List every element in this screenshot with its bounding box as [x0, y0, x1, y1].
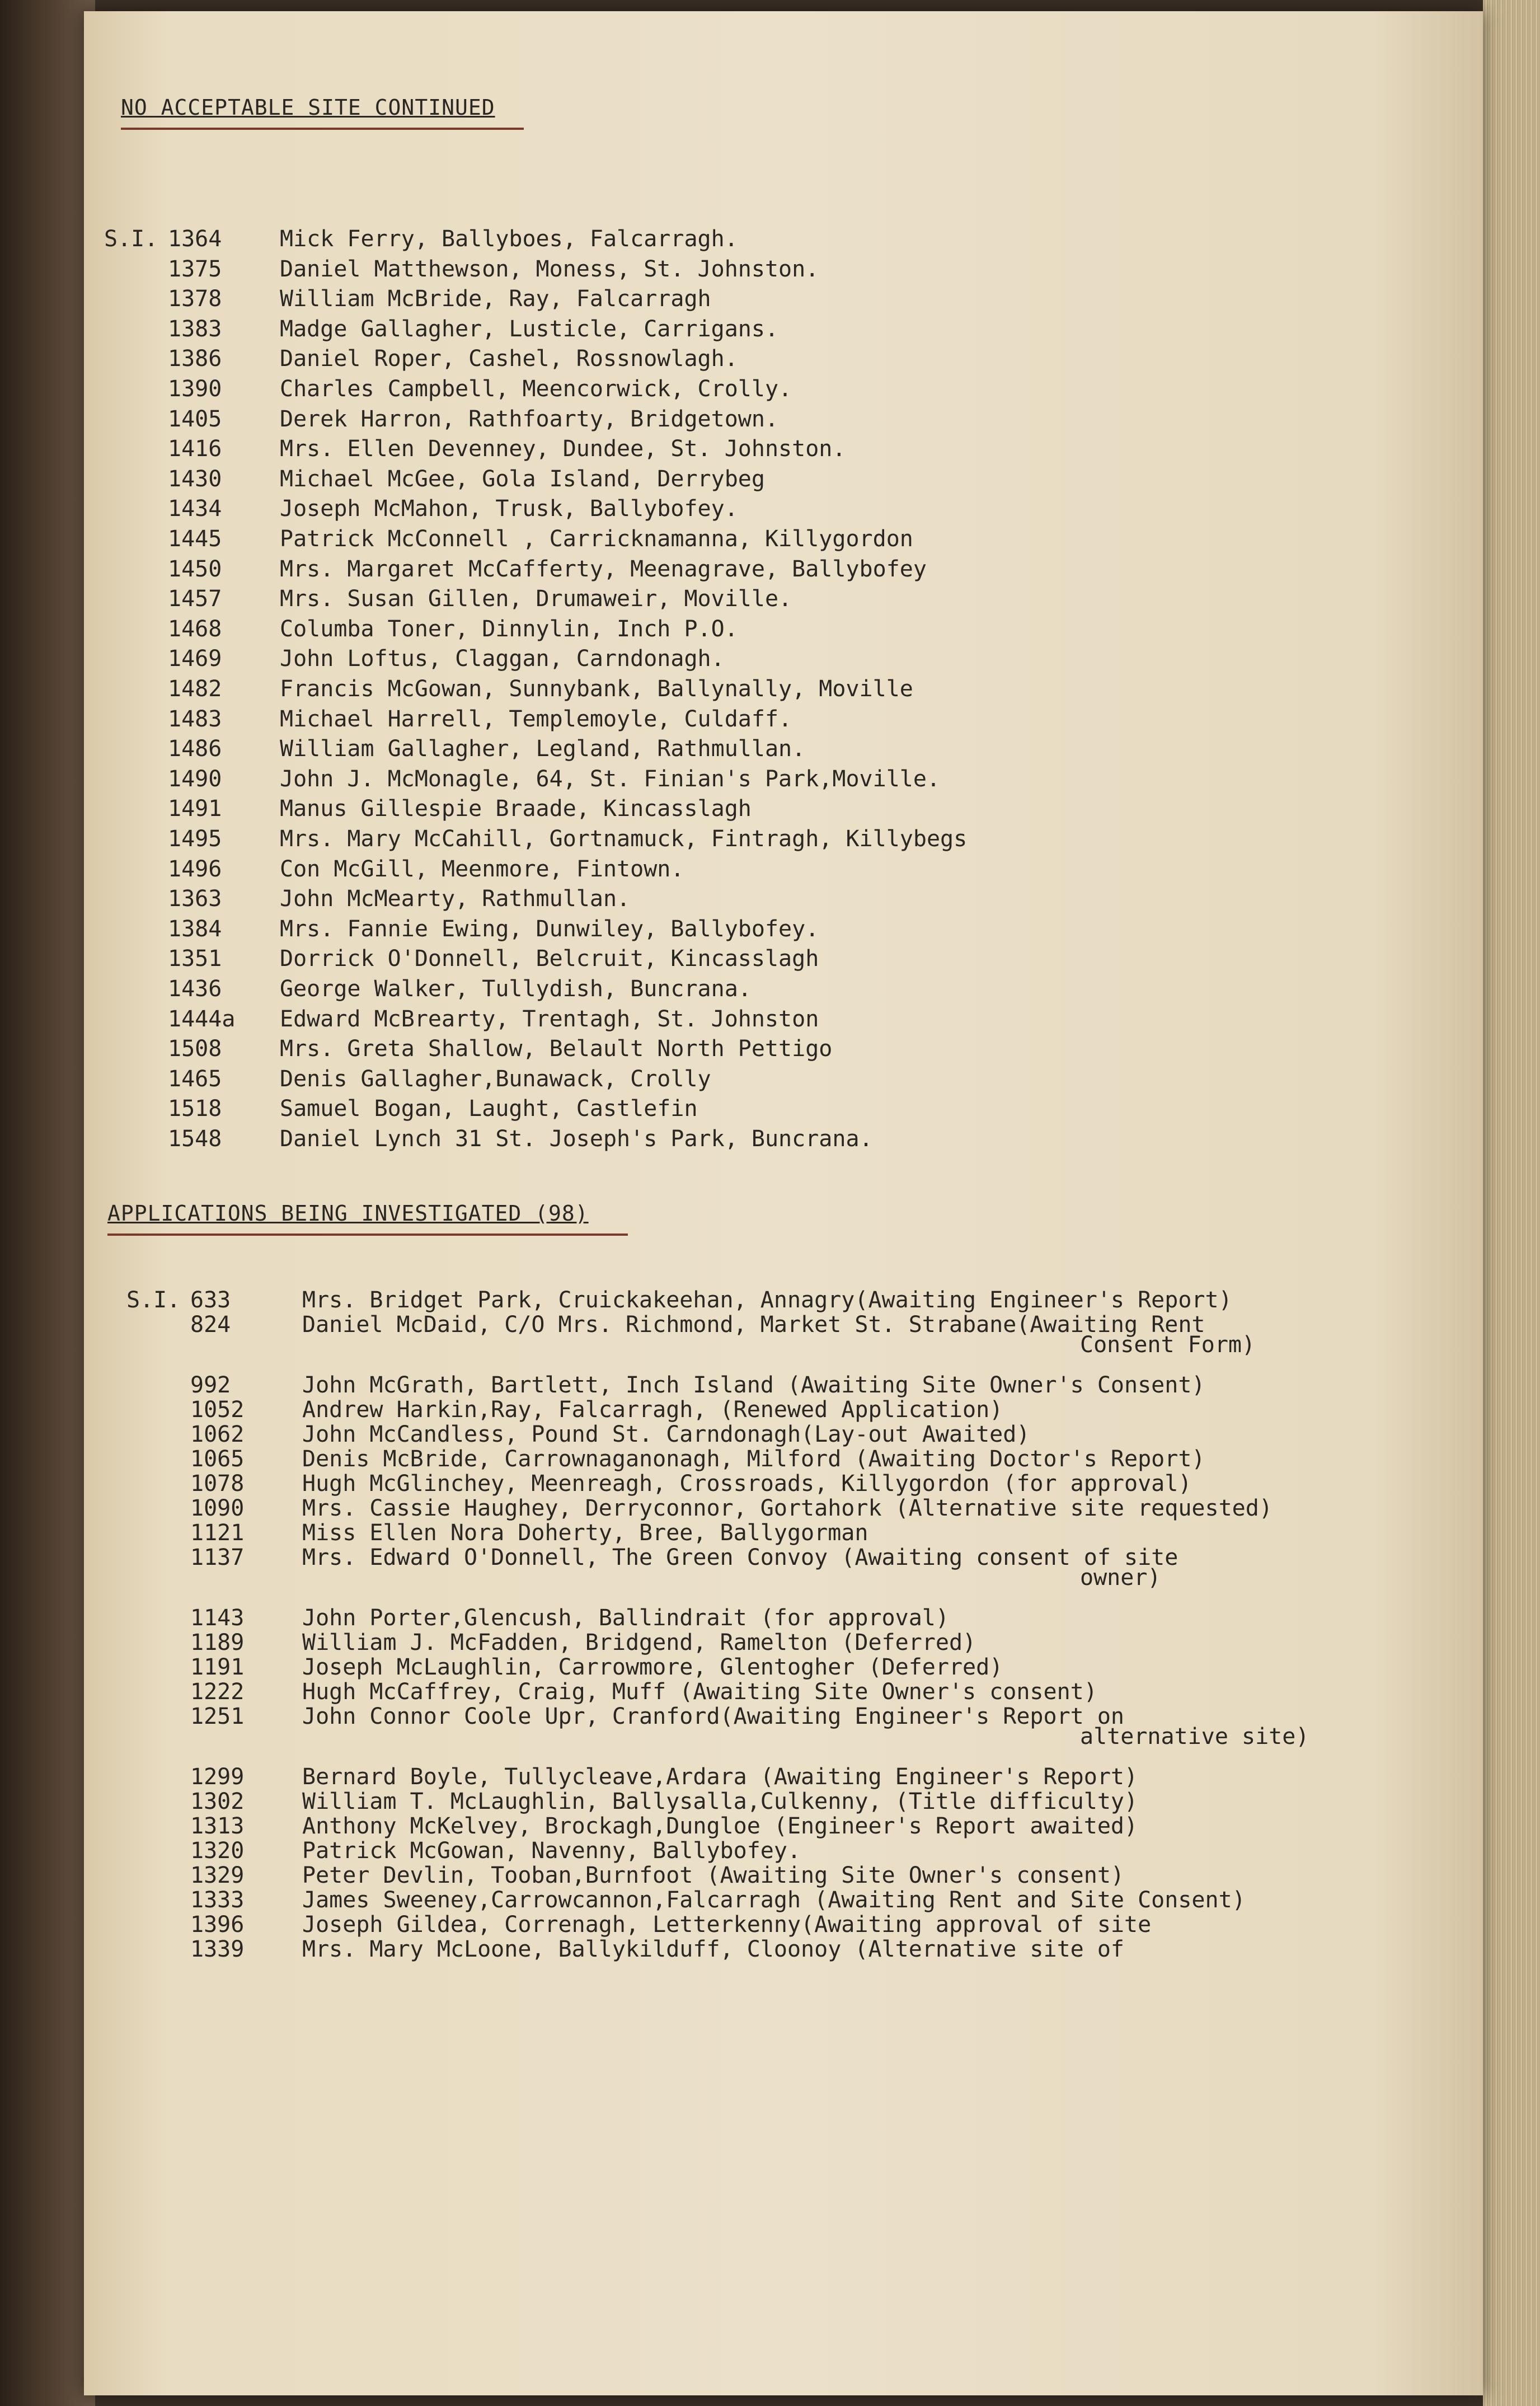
applicant-entry: Joseph Gildea, Correnagh, Letterkenny(Awaiting approval of site: [302, 1912, 1152, 1938]
application-number: 1390: [168, 376, 222, 402]
application-number: 1062: [190, 1422, 245, 1447]
applicant-entry: Daniel Roper, Cashel, Rossnowlagh.: [280, 346, 738, 372]
application-number: 1405: [168, 406, 222, 432]
applicant-entry: William T. McLaughlin, Ballysalla,Culkenny, (Title difficulty): [302, 1789, 1138, 1814]
list-row: [168, 766, 1399, 798]
application-number: 1363: [168, 886, 222, 912]
list-row: [168, 1096, 1399, 1127]
list-row: [168, 256, 1399, 288]
application-number: 1457: [168, 586, 222, 612]
list-row: [168, 706, 1399, 738]
applicant-entry: Daniel McDaid, C/O Mrs. Richmond, Market St. Strabane(Awaiting Rent: [302, 1312, 1205, 1338]
application-number: 1333: [190, 1887, 245, 1913]
applicant-entry: Hugh McGlinchey, Meenreagh, Crossroads, Killygordon (for approval): [302, 1471, 1192, 1497]
entry-continuation: alternative site): [1080, 1724, 1309, 1750]
list-row: [168, 1006, 1399, 1038]
list-row: [168, 826, 1399, 857]
applicant-entry: Mrs. Fannie Ewing, Dunwiley, Ballybofey.: [280, 916, 819, 942]
application-number: 1302: [190, 1789, 245, 1814]
applicant-entry: Michael McGee, Gola Island, Derrybeg: [280, 466, 765, 492]
applicant-entry: Mrs. Mary McCahill, Gortnamuck, Fintragh, Killybegs: [280, 826, 968, 852]
heading-underline: [121, 128, 524, 130]
applicant-entry: Charles Campbell, Meencorwick, Crolly.: [280, 376, 792, 402]
application-number: 1320: [190, 1838, 245, 1864]
section-heading-no-acceptable-site: NO ACCEPTABLE SITE CONTINUED: [121, 95, 495, 120]
application-number: 1518: [168, 1096, 222, 1122]
application-number: 1490: [168, 766, 222, 792]
list-row: [168, 976, 1399, 1007]
application-number: 633: [190, 1287, 231, 1313]
list-row: [168, 916, 1399, 948]
list-row: [168, 1036, 1399, 1067]
application-number: 1251: [190, 1704, 245, 1729]
applicant-entry: Edward McBrearty, Trentagh, St. Johnston: [280, 1006, 819, 1032]
applicant-entry: Hugh McCaffrey, Craig, Muff (Awaiting Site Owner's consent): [302, 1679, 1097, 1705]
si-prefix: S.I.: [104, 226, 158, 252]
application-number: 1495: [168, 826, 222, 852]
list-row: [168, 586, 1399, 617]
entry-continuation: owner): [1080, 1565, 1161, 1591]
list-row: [168, 436, 1399, 467]
application-number: 1384: [168, 916, 222, 942]
application-number: 1496: [168, 856, 222, 882]
application-number: 1508: [168, 1036, 222, 1062]
document-page: [84, 11, 1483, 2395]
applicant-entry: Derek Harron, Rathfoarty, Bridgetown.: [280, 406, 779, 432]
application-number: 1386: [168, 346, 222, 372]
applicant-entry: Bernard Boyle, Tullycleave,Ardara (Awaiting Engineer's Report): [302, 1764, 1138, 1790]
applicant-entry: Columba Toner, Dinnylin, Inch P.O.: [280, 616, 738, 642]
application-number: 1445: [168, 526, 222, 552]
applicant-entry: Francis McGowan, Sunnybank, Ballynally, Moville: [280, 676, 913, 702]
applicant-entry: John Loftus, Claggan, Carndonagh.: [280, 646, 725, 672]
application-number: 1351: [168, 946, 222, 972]
applicant-entry: Patrick McGowan, Navenny, Ballybofey.: [302, 1838, 801, 1864]
application-number: 1364: [168, 226, 222, 252]
applicant-entry: Anthony McKelvey, Brockagh,Dungloe (Engineer's Report awaited): [302, 1813, 1138, 1839]
application-number: 1430: [168, 466, 222, 492]
application-number: 1375: [168, 256, 222, 282]
applicant-entry: Daniel Lynch 31 St. Joseph's Park, Buncrana.: [280, 1126, 873, 1152]
application-number: 1378: [168, 286, 222, 312]
applicant-entry: Manus Gillespie Braade, Kincasslagh: [280, 796, 752, 822]
application-number: 1090: [190, 1495, 245, 1521]
application-number: 1191: [190, 1654, 245, 1680]
list-row: [168, 736, 1399, 767]
application-number: 1078: [190, 1471, 245, 1497]
applicant-entry: Mick Ferry, Ballyboes, Falcarragh.: [280, 226, 738, 252]
applicant-entry: Samuel Bogan, Laught, Castlefin: [280, 1096, 698, 1122]
application-number: 1189: [190, 1630, 245, 1655]
application-number: 1482: [168, 676, 222, 702]
list-row: [168, 526, 1399, 557]
applicant-entry: Denis Gallagher,Bunawack, Crolly: [280, 1066, 711, 1092]
section-heading-applications-investigated: APPLICATIONS BEING INVESTIGATED (98): [107, 1201, 589, 1226]
list-row: [190, 1545, 1421, 1576]
list-row: [168, 316, 1399, 348]
applicant-entry: Con McGill, Meenmore, Fintown.: [280, 856, 684, 882]
list-row: [190, 1936, 1421, 1968]
entry-continuation: Consent Form): [1080, 1332, 1256, 1358]
list-row: [168, 376, 1399, 407]
applicant-entry: Mrs. Bridget Park, Cruickakeehan, Annagry(Awaiting Engineer's Report): [302, 1287, 1232, 1313]
applicant-entry: William J. McFadden, Bridgend, Ramelton (Deferred): [302, 1630, 976, 1655]
applicant-entry: Mrs. Edward O'Donnell, The Green Convoy (Awaiting consent of site: [302, 1545, 1179, 1570]
applicant-entry: Joseph McLaughlin, Carrowmore, Glentogher (Deferred): [302, 1654, 1003, 1680]
application-number: 824: [190, 1312, 231, 1338]
applicant-entry: Mrs. Greta Shallow, Belault North Pettigo: [280, 1036, 833, 1062]
applicant-entry: George Walker, Tullydish, Buncrana.: [280, 976, 752, 1002]
application-number: 1313: [190, 1813, 245, 1839]
application-number: 1065: [190, 1446, 245, 1472]
list-row: [168, 1066, 1399, 1098]
applicant-entry: William Gallagher, Legland, Rathmullan.: [280, 736, 806, 762]
applicant-entry: John McMearty, Rathmullan.: [280, 886, 631, 912]
applicant-entry: Daniel Matthewson, Moness, St. Johnston.: [280, 256, 819, 282]
application-number: 1483: [168, 706, 222, 732]
applicant-entry: Andrew Harkin,Ray, Falcarragh, (Renewed Application): [302, 1397, 1003, 1423]
application-number: 1465: [168, 1066, 222, 1092]
list-row: [168, 346, 1399, 377]
heading-underline: [107, 1234, 628, 1236]
application-number: 1434: [168, 496, 222, 522]
application-number: 1137: [190, 1545, 245, 1570]
applicant-entry: Peter Devlin, Tooban,Burnfoot (Awaiting Site Owner's consent): [302, 1863, 1125, 1888]
list-row: [168, 856, 1399, 888]
list-row: [168, 676, 1399, 707]
applicant-entry: Michael Harrell, Templemoyle, Culdaff.: [280, 706, 792, 732]
applicant-entry: Dorrick O'Donnell, Belcruit, Kincasslagh: [280, 946, 819, 972]
application-number: 1339: [190, 1936, 245, 1962]
list-row: [168, 286, 1399, 317]
list-row: [168, 946, 1399, 977]
application-number: 1436: [168, 976, 222, 1002]
application-number: 1383: [168, 316, 222, 342]
application-number: 1052: [190, 1397, 245, 1423]
list-row: [168, 226, 1399, 257]
applicant-entry: Mrs. Margaret McCafferty, Meenagrave, Ballybofey: [280, 556, 927, 582]
list-row: [168, 1126, 1399, 1157]
application-number: 1121: [190, 1520, 245, 1546]
applicant-entry: Mrs. Cassie Haughey, Derryconnor, Gortahork (Alternative site requested): [302, 1495, 1273, 1521]
applicant-entry: Mrs. Ellen Devenney, Dundee, St. Johnston.: [280, 436, 846, 462]
applicant-entry: Mrs. Mary McLoone, Ballykilduff, Cloonoy (Alternative site of: [302, 1936, 1125, 1962]
applicant-entry: John J. McMonagle, 64, St. Finian's Park,Moville.: [280, 766, 941, 792]
list-row: [168, 406, 1399, 438]
application-number: 1143: [190, 1605, 245, 1631]
applicant-entry: John Connor Coole Upr, Cranford(Awaiting Engineer's Report on: [302, 1704, 1125, 1729]
applicant-entry: John McCandless, Pound St. Carndonagh(Lay-out Awaited): [302, 1422, 1030, 1447]
application-number: 1468: [168, 616, 222, 642]
applicant-entry: John McGrath, Bartlett, Inch Island (Awaiting Site Owner's Consent): [302, 1372, 1205, 1398]
applicant-entry: Miss Ellen Nora Doherty, Bree, Ballygorman: [302, 1520, 868, 1546]
application-number: 1450: [168, 556, 222, 582]
application-number: 1299: [190, 1764, 245, 1790]
book-binding-edge: [0, 0, 95, 2406]
application-number: 992: [190, 1372, 231, 1398]
application-number: 1469: [168, 646, 222, 672]
list-row: [168, 886, 1399, 917]
applicant-entry: John Porter,Glencush, Ballindrait (for approval): [302, 1605, 949, 1631]
application-number: 1222: [190, 1679, 245, 1705]
applicant-entry: Mrs. Susan Gillen, Drumaweir, Moville.: [280, 586, 792, 612]
applicant-entry: Denis McBride, Carrownaganonagh, Milford (Awaiting Doctor's Report): [302, 1446, 1205, 1472]
si-prefix: S.I.: [126, 1287, 181, 1313]
applicant-entry: James Sweeney,Carrowcannon,Falcarragh (Awaiting Rent and Site Consent): [302, 1887, 1246, 1913]
list-row: [168, 556, 1399, 588]
application-number: 1548: [168, 1126, 222, 1152]
applicant-entry: Joseph McMahon, Trusk, Ballybofey.: [280, 496, 738, 522]
application-number: 1444a: [168, 1006, 236, 1032]
applicant-entry: William McBride, Ray, Falcarragh: [280, 286, 711, 312]
application-number: 1329: [190, 1863, 245, 1888]
applicant-entry: Madge Gallagher, Lusticle, Carrigans.: [280, 316, 779, 342]
list-row: [168, 796, 1399, 827]
list-row: [168, 616, 1399, 648]
application-number: 1491: [168, 796, 222, 822]
application-number: 1486: [168, 736, 222, 762]
application-number: 1396: [190, 1912, 245, 1938]
list-row: [168, 646, 1399, 677]
applicant-entry: Patrick McConnell , Carricknamanna, Killygordon: [280, 526, 913, 552]
application-number: 1416: [168, 436, 222, 462]
list-row: [168, 496, 1399, 527]
list-row: [168, 466, 1399, 498]
page-stack-edge: [1483, 0, 1540, 2406]
